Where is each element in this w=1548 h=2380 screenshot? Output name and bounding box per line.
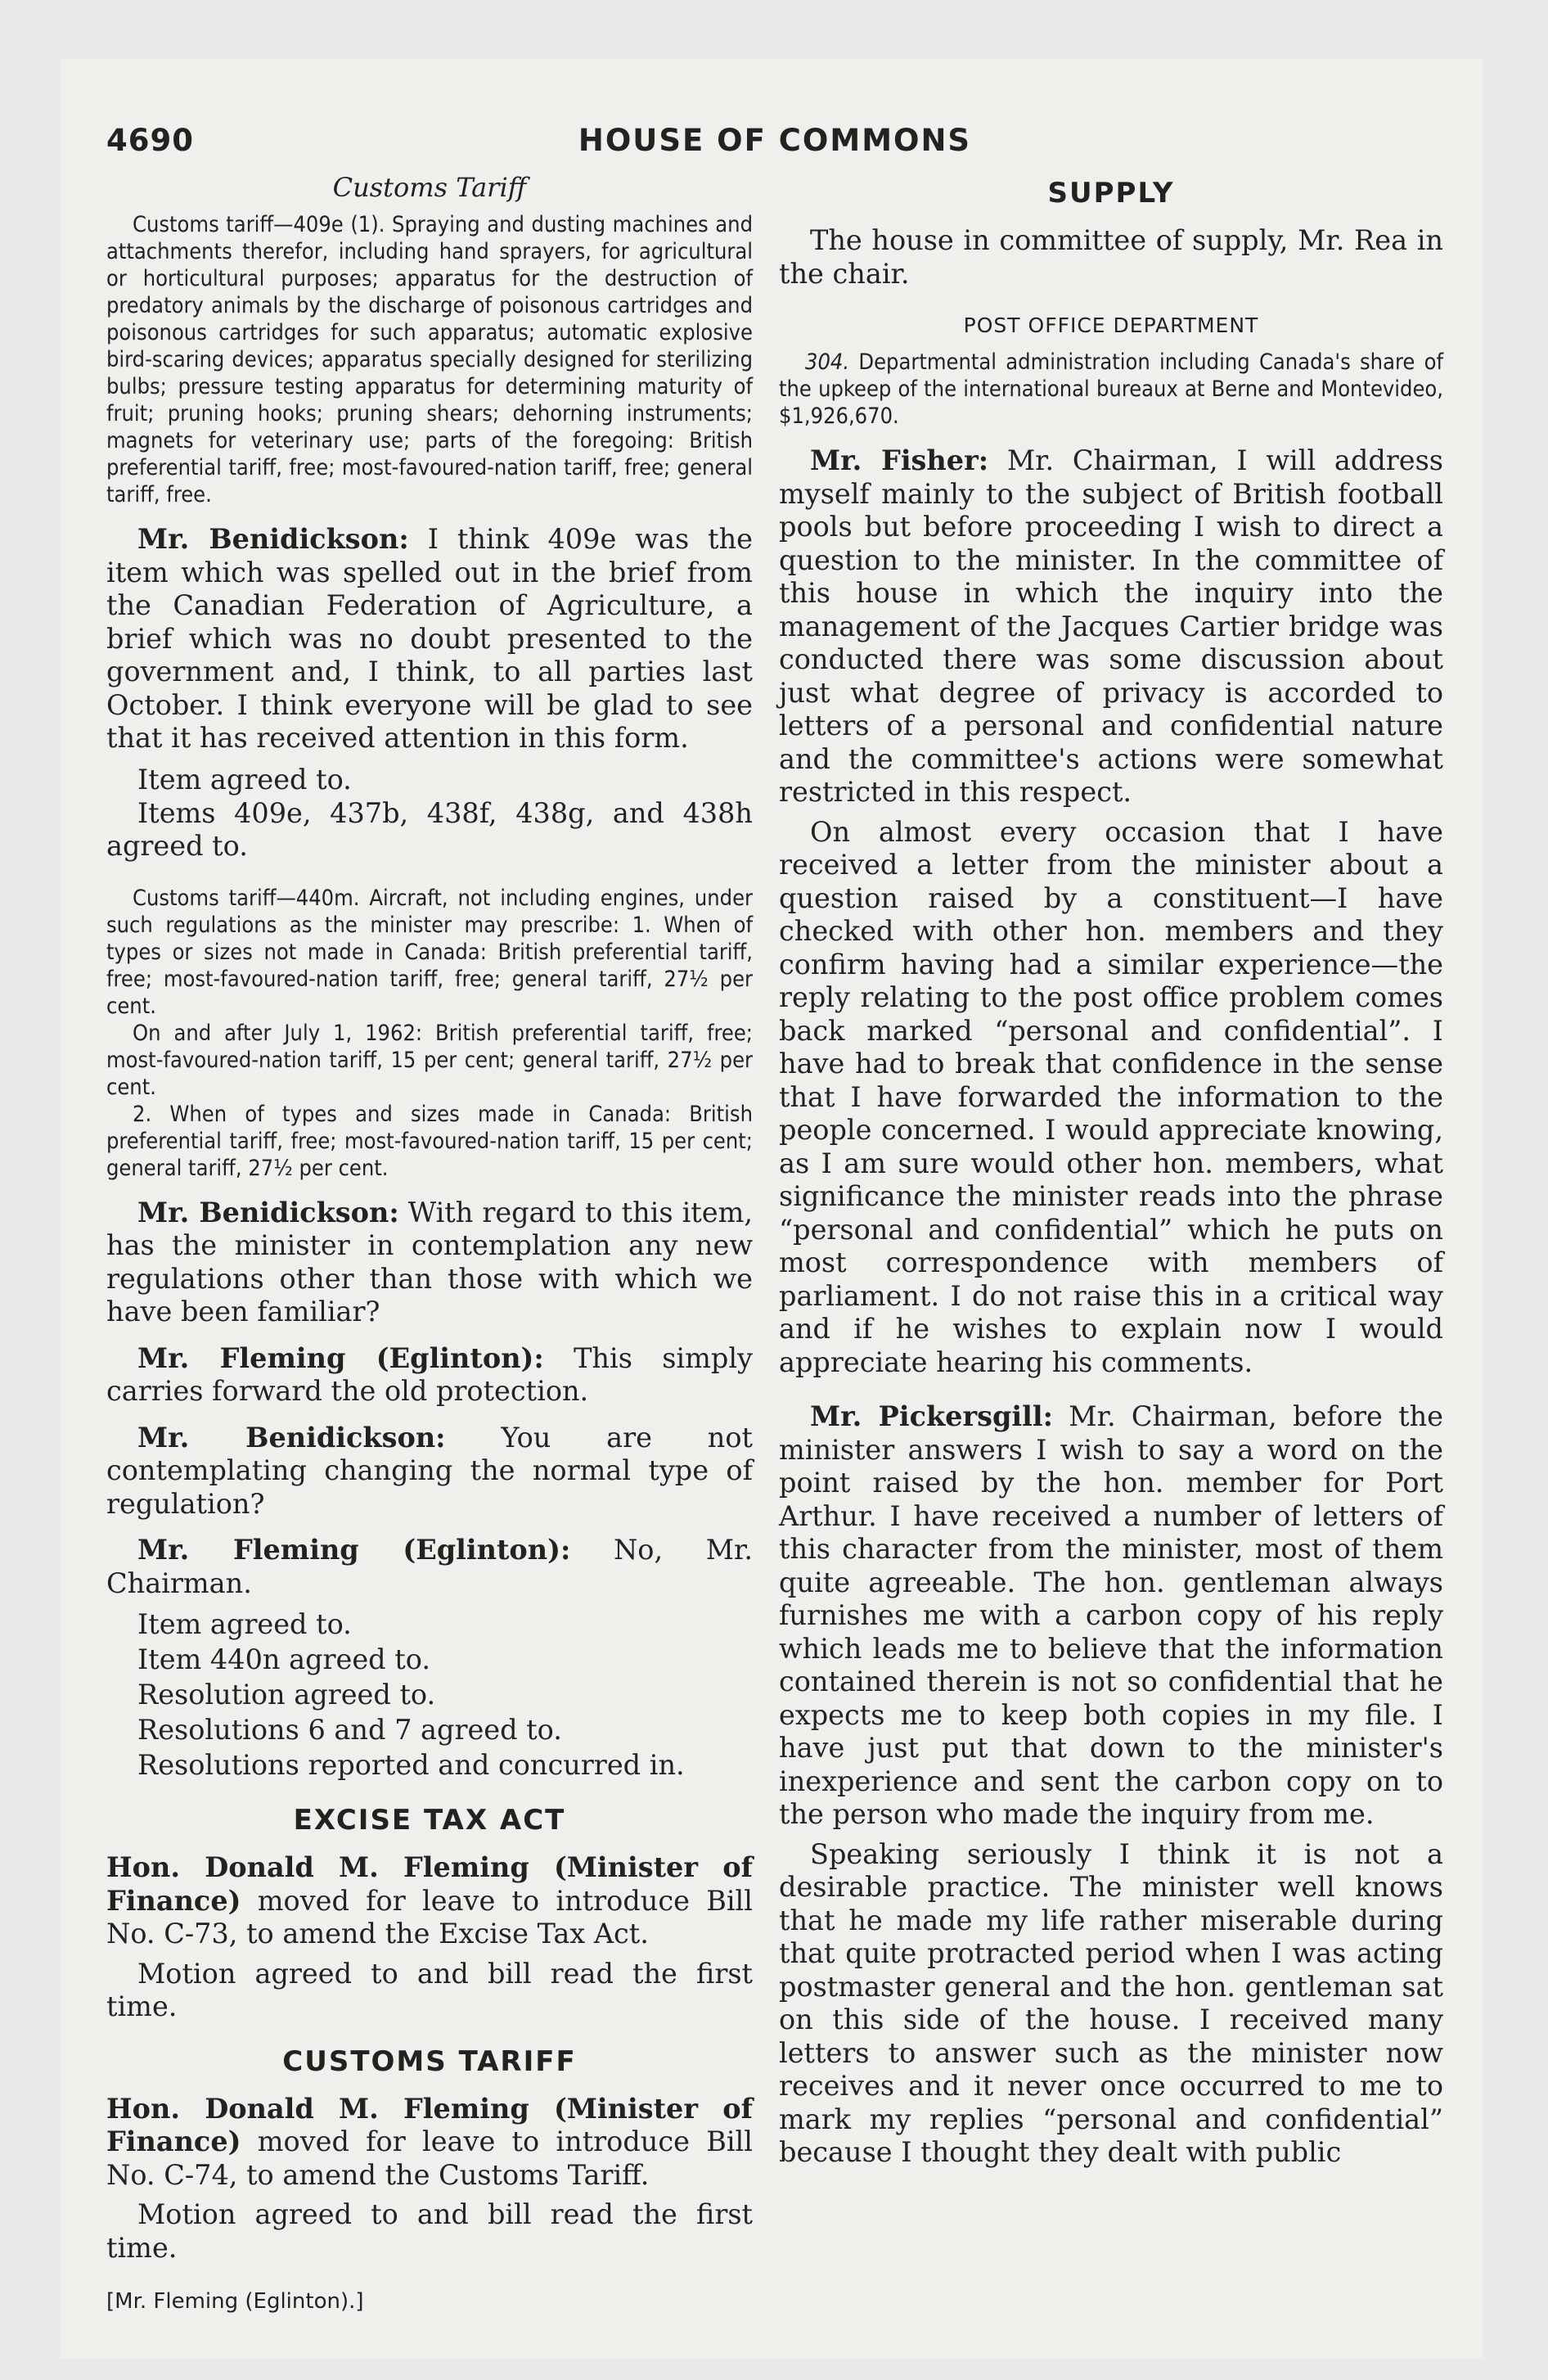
speaker-name: Mr. Fleming (Eglinton): [137, 1341, 544, 1374]
left-column [106, 172, 753, 2314]
fleming-paragraph-1 [106, 1342, 753, 1409]
page-header [106, 123, 1443, 172]
fisher-paragraph-2: On almost every occasion that I have received a letter from the minister about a question raised by a constituent—I have checked with other hon. members and they confirm having had a similar experience—the reply relating to the post office problem comes back marked “personal and confidential”. I have had to break that confidence in the sense that I have forwarded the information to the people concerned. I would appreciate knowing, as I am sure would other hon. members, what significance the minister reads into the phrase “personal and confidential” which he puts on most correspondence with members of parliament. I do not raise this in a critical way and if he wishes to explain now I would appreciate hearing his comments. [779, 815, 1443, 1378]
customs-motion-line: Motion agreed to and bill read the first time. [106, 2198, 753, 2264]
item-409e-text: Customs tariff—409e (1). Spraying and dusting machines and attachments therefor, including hand sprayers, for agricultural or horticultural purposes; apparatus for the destruction of predatory animals by the discharge of poisonous cartridges and poisonous cartridges for such apparatus; automatic explosive bird-scaring devices; apparatus specially designed for sterilizing bulbs; pressure testing apparatus for determining maturity of fruit; pruning hooks; pruning shears; dehorning instruments; magnets for veterinary use; parts of the foregoing: British preferential tariff, free; most-favoured-nation tariff, free; general tariff, free. [106, 212, 753, 507]
speaker-name: Mr. Pickersgill: [810, 1400, 1053, 1432]
benidickson-paragraph-2 [106, 1197, 753, 1329]
item-304-number: 304. [805, 349, 850, 375]
benidickson-paragraph-1 [106, 523, 753, 755]
item-440m-canada-text: 2. When of types and sizes made in Canada: British preferential tariff, free; most-favoured-nation tariff, 15 per cent; general tariff, 27½ per cent. [106, 1101, 753, 1181]
speech-text: You are not contemplating changing the normal type of regulation? [106, 1421, 753, 1520]
item-304-text [779, 349, 1443, 430]
speaker-name: Mr. Fleming (Eglinton): [137, 1534, 571, 1566]
speech-text: Mr. Chairman, before the minister answers I wish to say a word on the point raised by the hon. member for Port Arthur. I have received a number of letters of this character from the minister, most of them quite agreeable. The hon. gentleman always furnishes me with a carbon copy of his reply which leads me to believe that the information contained therein is not so confidential that he expects me to keep both copies in my file. I have just put that down to the minister's inexperience and sent the carbon copy on to the person who made the inquiry from me. [779, 1400, 1443, 1830]
supply-intro: The house in committee of supply, Mr. Rea in the chair. [779, 224, 1443, 290]
item-agreed-line: Item agreed to. [137, 763, 352, 796]
pickersgill-paragraph-1 [779, 1400, 1443, 1832]
resolution-agreed-line: Resolution agreed to. [137, 1679, 436, 1711]
pickersgill-paragraph-2: Speaking seriously I think it is not a desirable practice. The minister well knows that he made my life rather miserable during that quite protracted period when I was acting postmaster general and the hon. gentleman sat on this side of the house. I received many letters to answer such as the minister now receives and it never once occurred to me to mark my replies “personal and confidential” because I thought they dealt with public [779, 1837, 1443, 2168]
speech-text: Mr. Chairman, I will address myself mainly to the subject of British football pools but before proceeding I wish to direct a question to the minister. In the committee of this house in which the inquiry into the management of the Jacques Cartier bridge was conducted there was some discussion about just what degree of privacy is accorded to letters of a personal and confidential nature and the committee's actions were somewhat restricted in this respect. [779, 444, 1443, 808]
item-440m-july-text: On and after July 1, 1962: British preferential tariff, free; most-favoured-nation tariff, 15 per cent; general tariff, 27½ per cent. [106, 1020, 753, 1100]
hansard-page [106, 123, 1443, 2314]
resolutions-6-7-line: Resolutions 6 and 7 agreed to. [137, 1714, 562, 1746]
item-agreed-line-2: Item agreed to. [137, 1608, 352, 1640]
speaker-name: Mr. Benidickson: [137, 1421, 446, 1454]
speaker-name: Hon. Donald M. Fleming (Minister of Finance) [106, 2092, 753, 2157]
speech-text: I think 409e was the item which was spelled out in the brief from the Canadian Federation of Agriculture, a brief which was no doubt presented to the government and, I think, to all parties last October. I think everyone will be glad to see that it has received attention in this form. [106, 523, 753, 754]
resolutions-reported-line: Resolutions reported and concurred in. [137, 1749, 685, 1781]
right-column [779, 172, 1443, 2176]
speech-text: No, Mr. Chairman. [106, 1534, 753, 1599]
speaker-name: Mr. Benidickson: [137, 1196, 399, 1228]
customs-tariff-subhead: Customs Tariff [332, 172, 527, 203]
excise-motion-line: Motion agreed to and bill read the first time. [106, 1957, 753, 2022]
benidickson-paragraph-3 [106, 1422, 753, 1521]
running-head: HOUSE OF COMMONS [578, 123, 972, 158]
page-footer-speaker-note: [Mr. Fleming (Eglinton).] [106, 2289, 364, 2314]
speaker-name: Hon. Donald M. Fleming (Minister of Finance) [106, 1851, 753, 1917]
item-440n-agreed-line: Item 440n agreed to. [137, 1643, 430, 1675]
excise-bill-paragraph [106, 1851, 753, 1951]
page-number: 4690 [106, 123, 194, 158]
speech-text: moved for leave to introduce Bill No. C-73, to amend the Excise Tax Act. [106, 1884, 753, 1950]
items-agreed-line: Items 409e, 437b, 438f, 438g, and 438h agreed to. [106, 796, 753, 862]
post-office-department-heading: POST OFFICE DEPARTMENT [963, 313, 1259, 337]
customs-tariff-heading: CUSTOMS TARIFF [282, 2044, 577, 2078]
customs-bill-paragraph [106, 2093, 753, 2193]
speech-text: With regard to this item, has the minister in contemplation any new regulations other than those with which we have been familiar? [106, 1196, 753, 1327]
excise-tax-act-heading: EXCISE TAX ACT [293, 1804, 566, 1837]
fisher-paragraph-1 [779, 444, 1443, 809]
speaker-name: Mr. Benidickson: [137, 523, 409, 555]
item-304-description: Departmental administration including Canada's share of the upkeep of the international bureaux at Berne and Montevideo, $1,926,670. [779, 349, 1443, 429]
item-440m-text: Customs tariff—440m. Aircraft, not including engines, under such regulations as the minister may prescribe: 1. When of types or sizes not made in Canada: British preferential tariff, free; most-favoured-nation tariff, free; general tariff, 27½ per cent. [106, 885, 753, 1019]
speaker-name: Mr. Fisher: [810, 444, 989, 476]
speech-text: moved for leave to introduce Bill No. C-74, to amend the Customs Tariff. [106, 2125, 753, 2191]
supply-heading: SUPPLY [1047, 177, 1175, 210]
fleming-paragraph-2 [106, 1534, 753, 1600]
speech-text: This simply carries forward the old protection. [106, 1341, 753, 1407]
